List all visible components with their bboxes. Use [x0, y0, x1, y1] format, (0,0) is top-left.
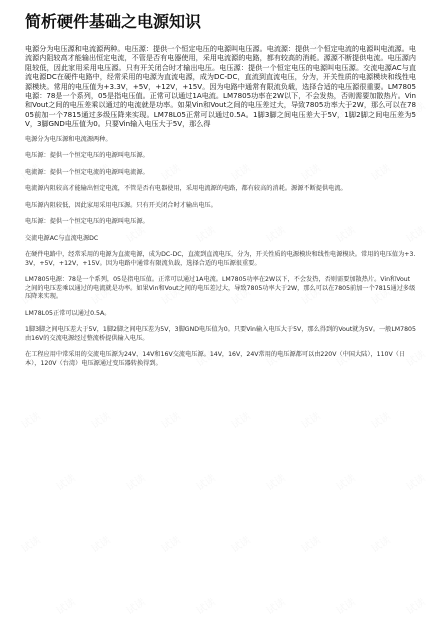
body-paragraph: 电压源内阻较低，因此家用采用电压源。只有开关闭合时才输出电压。	[25, 201, 217, 209]
body-paragraph: 电压源：提供一个恒定电压的电源叫电压源。	[25, 218, 149, 226]
body-paragraph: LM7805电源：78是一个系列，05是指电压值。正常可以通过1A电流。LM7805功率在2W以下，不会发热，否则需要加散热片。Vin和Vout之间的电压差乘以通过的电流就是功率。如果Vin和Vout之间的电压差过大，导致7805功率大于2W，那么可以在7805前加一个7815通过多级压降来实现。	[25, 276, 416, 301]
body-paragraph: 在硬件电路中，经常采用的电源为直流电源，成为DC-DC，直流到直流电压，分为，开关性质的电源模块和线性电源模块。常用的电压值为+3.3V，+5V，+12V，+15V。因为电路中通常有限流负载，选择合适的电压源很重要。	[25, 251, 416, 267]
body-paragraph: 电流源内阻较高才能输出恒定电流，不管是否有电器使用，采用电流源的电路，都有较高的消耗。源源不断提供电流。	[25, 185, 347, 193]
body-paragraph: 电压源：提供一个恒定电压的电源叫电压源。	[25, 152, 149, 160]
body-paragraph: 在工程应用中常采用的交流电压源为24V、14V和16V交流电压源。14V，16V，24V常用的电压源都可以由220V（中国大陆），110V（日本），120V（台湾）电压源通过变压器转换得到。	[25, 351, 406, 367]
body-paragraph: 电源分为电压源和电流源两种。	[25, 135, 112, 143]
body-paragraph: 1脚3脚之间电压差大于5V，1脚2脚之间电压差为5V，3脚GND电压值为0。只要Vin输入电压大于5V，那么得到的Vout就为5V。一般LM7805由16V的交流电源经过整流桥提供输入电压。	[25, 326, 416, 342]
document-title: 简析硬件基础之电源知识	[25, 12, 202, 31]
section-heading: 交流电源AC与直流电源DC	[25, 234, 99, 242]
body-paragraph: 电流源：提供一个恒定电流的电源叫电流源。	[25, 168, 149, 176]
lead-paragraph: 电源分为电压源和电流源两种。电压源：提供一个恒定电压的电源叫电压源。电流源：提供一个恒定电流的电源叫电流源。电流源内阻较高才能输出恒定电流，不管是否有电器使用，采用电流源的电路，都有较高的消耗。源源不断提供电流。电压源内阻较低，因此家用采用电压源。只有开关闭合时才输出电压。电压源：提供一个恒定电压的电源叫电压源。交流电源AC与直流电源DC在硬件电路中，经常采用的电源为直流电源，成为DC-DC，直流到直流电压，分为，开关性质的电源模块和线性电源模块。常用的电压值为+3.3V，+5V，+12V，+15V。因为电路中通常有限流负载，选择合适的电压源很重要。LM7805电源：78是一个系列，05是指电压值。正常可以通过1A电流。LM7805功率在2W以下，不会发热，否则需要加散热片。Vin和Vout之间的电压差乘以通过的电流就是功率。如果Vin和Vout之间的电压差过大，导致7805功率大于2W，那么可以在7805前加一个7815通过多级压降来实现。LM78L05正常可以通过0.5A。1脚3脚之间电压差大于5V，1脚2脚之间电压差为5V，3脚GND电压值为0。只要Vin输入电压大于5V，那么得	[25, 44, 416, 129]
body-paragraph: LM78L05正常可以通过0.5A。	[25, 309, 111, 317]
